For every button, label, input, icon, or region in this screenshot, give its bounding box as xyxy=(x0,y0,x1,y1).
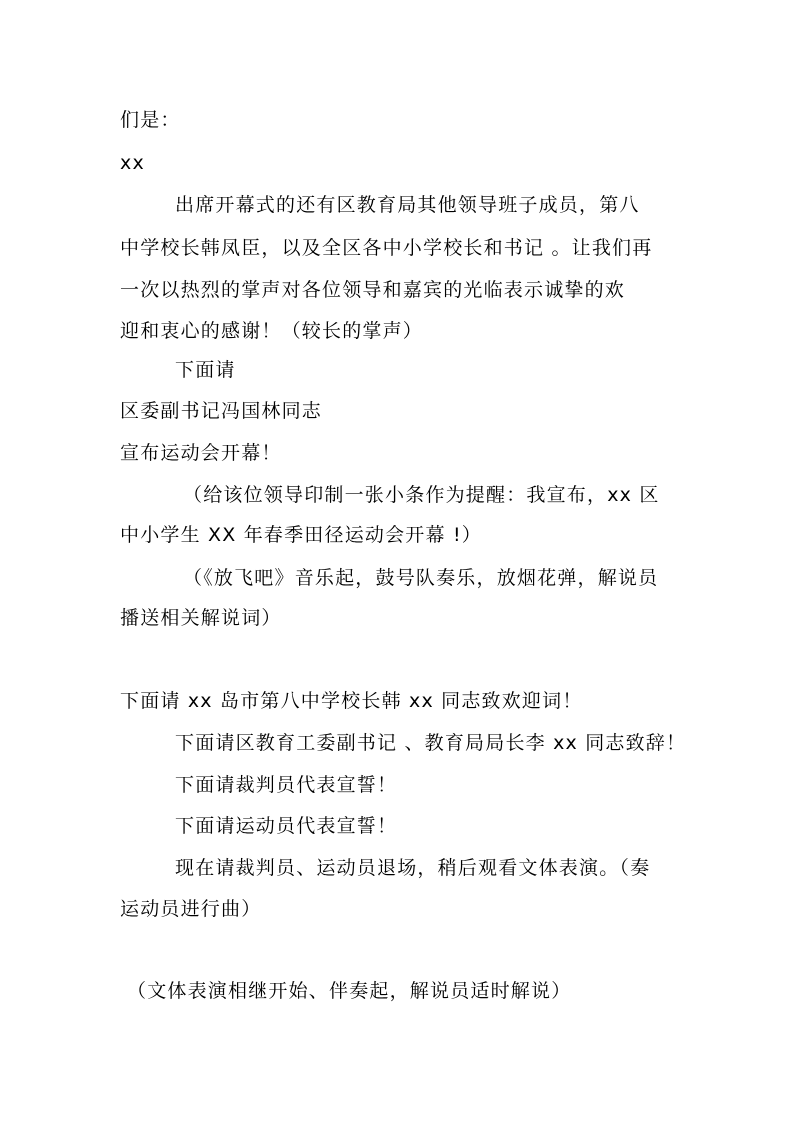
text-line: 下面请 xyxy=(175,359,236,381)
note-line: （文体表演相继开始、伴奏起，解说员适时解说） xyxy=(127,980,572,1002)
paragraph-line: 现在请裁判员、运动员退场，稍后观看文体表演。（奏 xyxy=(175,857,651,879)
paragraph-line: 运动员进行曲） xyxy=(120,898,262,920)
note-line: （给该位领导印制一张小条作为提醒：我宣布，xx 区 xyxy=(183,484,660,506)
text-line: 们是： xyxy=(120,109,181,131)
paragraph-line: 中学校长韩凤臣，以及全区各中小学校长和书记 。让我们再 xyxy=(120,237,653,259)
paragraph-line: 迎和衷心的感谢！（较长的掌声） xyxy=(120,320,424,342)
text-line: xx xyxy=(120,152,145,174)
paragraph-line: 一次以热烈的掌声对各位领导和嘉宾的光临表示诚挚的欢 xyxy=(120,279,626,301)
text-line: 宣布运动会开幕！ xyxy=(120,442,282,464)
note-line: （《放飞吧》音乐起，鼓号队奏乐，放烟花弹，解说员 xyxy=(183,567,659,589)
note-line: 中小学生 XX 年春季田径运动会开幕 !） xyxy=(120,524,482,546)
paragraph-line: 出席开幕式的还有区教育局其他领导班子成员，第八 xyxy=(175,194,640,216)
text-line: 区委副书记冯国林同志 xyxy=(120,400,323,422)
text-line: 下面请区教育工委副书记 、教育局局长李 xx 同志致辞！ xyxy=(175,732,687,754)
note-line: 播送相关解说词） xyxy=(120,607,282,629)
text-line: 下面请 xx 岛市第八中学校长韩 xx 同志致欢迎词！ xyxy=(120,690,583,712)
text-line: 下面请裁判员代表宣誓！ xyxy=(175,774,398,796)
text-line: 下面请运动员代表宣誓！ xyxy=(175,815,398,837)
